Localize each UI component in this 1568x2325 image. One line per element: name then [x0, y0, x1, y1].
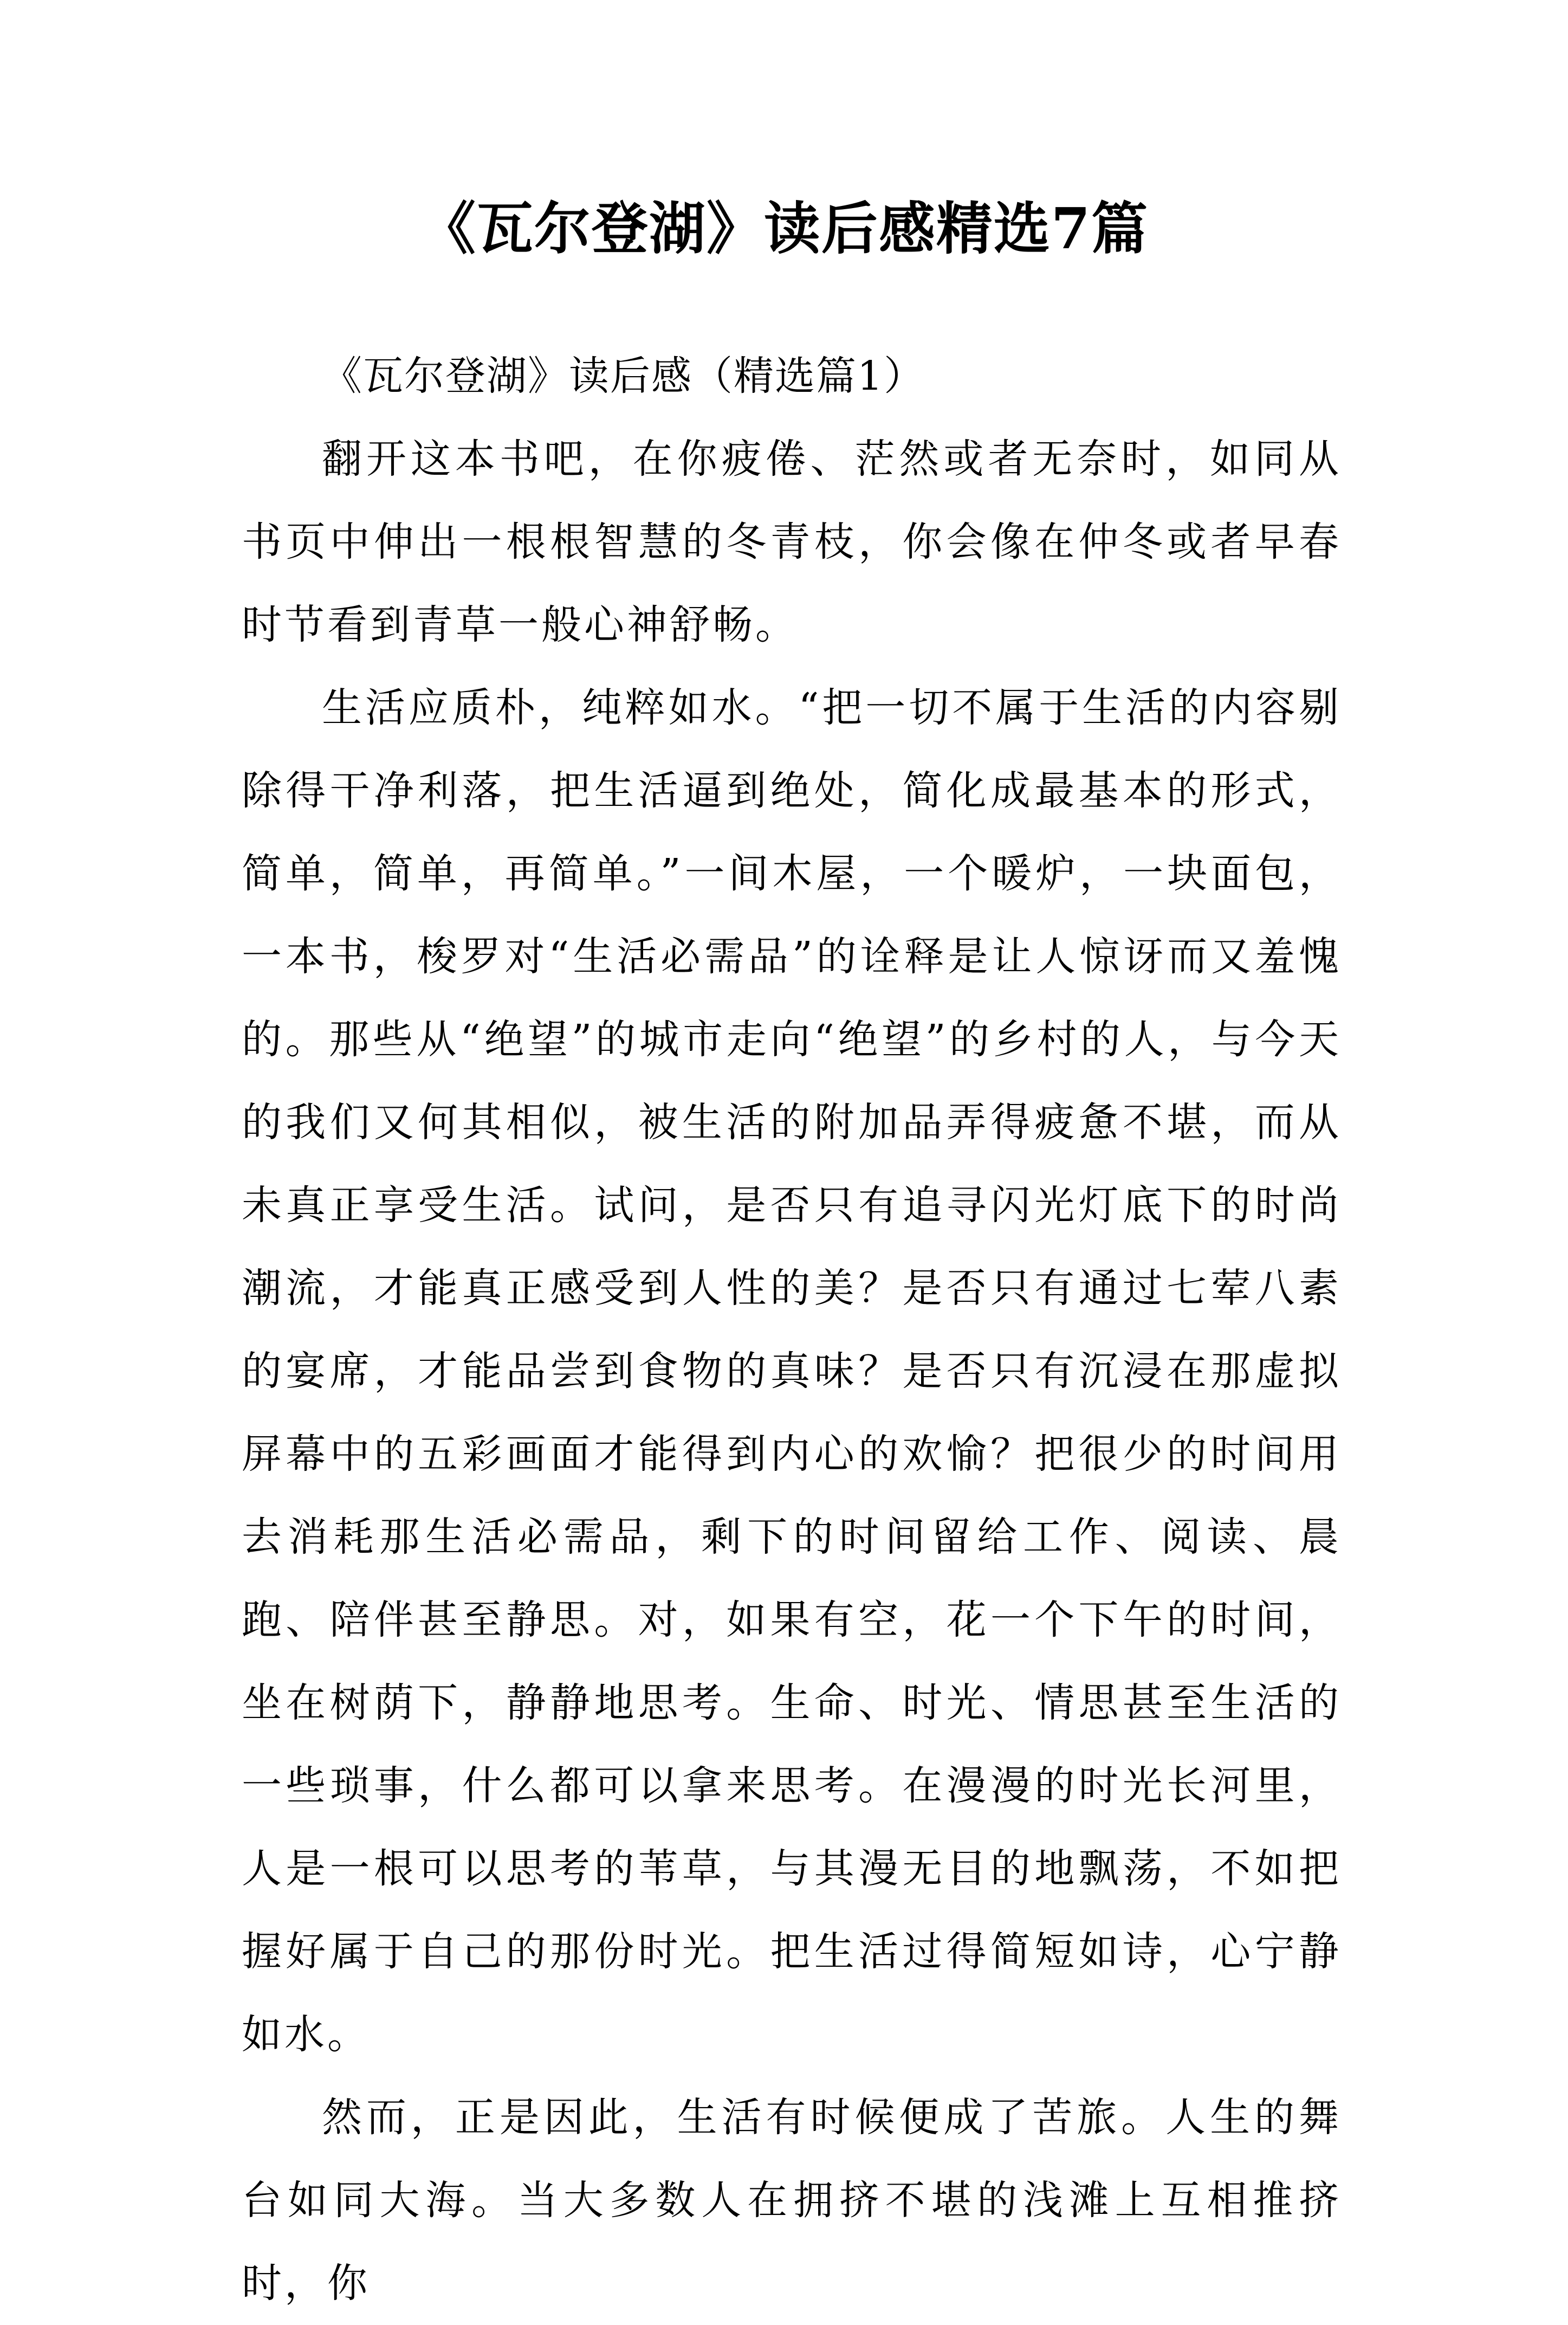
section-heading: 《瓦尔登湖》读后感（精选篇1） [322, 353, 925, 399]
paragraph: 生活应质朴，纯粹如水。“把一切不属于生活的内容剔除得干净利落，把生活逼到绝处，简化成最基本的形式，简单，简单，再简单。”一间木屋，一个暖炉，一块面包，一本书，梭罗对“生活必需品”的诠释是让人惊讶而又羞愧的。那些从“绝望”的城市走向“绝望”的乡村的人，与今天的我们又何其相似，被生活的附加品弄得疲惫不堪，而从未真正享受生活。试问，是否只有追寻闪光灯底下的时尚潮流，才能真正感受到人性的美？是否只有通过七荤八素的宴席，才能品尝到食物的真味？是否只有沉浸在那虚拟屏幕中的五彩画面才能得到内心的欢愉？把很少的时间用去消耗那生活必需品，剩下的时间留给工作、阅读、晨跑、陪伴甚至静思。对，如果有空，花一个下午的时间，坐在树荫下，静静地思考。生命、时光、情思甚至生活的一些琐事，什么都可以拿来思考。在漫漫的时光长河里，人是一根可以思考的苇草，与其漫无目的地飘荡，不如把握好属于自己的那份时光。把生活过得简短如诗，心宁静如水。 [242, 684, 1342, 2058]
document-body [242, 335, 1342, 2325]
paragraph: 翻开这本书吧，在你疲倦、茫然或者无奈时，如同从书页中伸出一根根智慧的冬青枝，你会像在仲冬或者早春时节看到青草一般心神舒畅。 [242, 436, 1342, 648]
paragraph: 然而，正是因此，生活有时候便成了苦旅。人生的舞台如同大海。当大多数人在拥挤不堪的浅滩上互相推挤时，你 [242, 2094, 1342, 2307]
document-title: 《瓦尔登湖》读后感精选7篇 [419, 195, 1149, 262]
